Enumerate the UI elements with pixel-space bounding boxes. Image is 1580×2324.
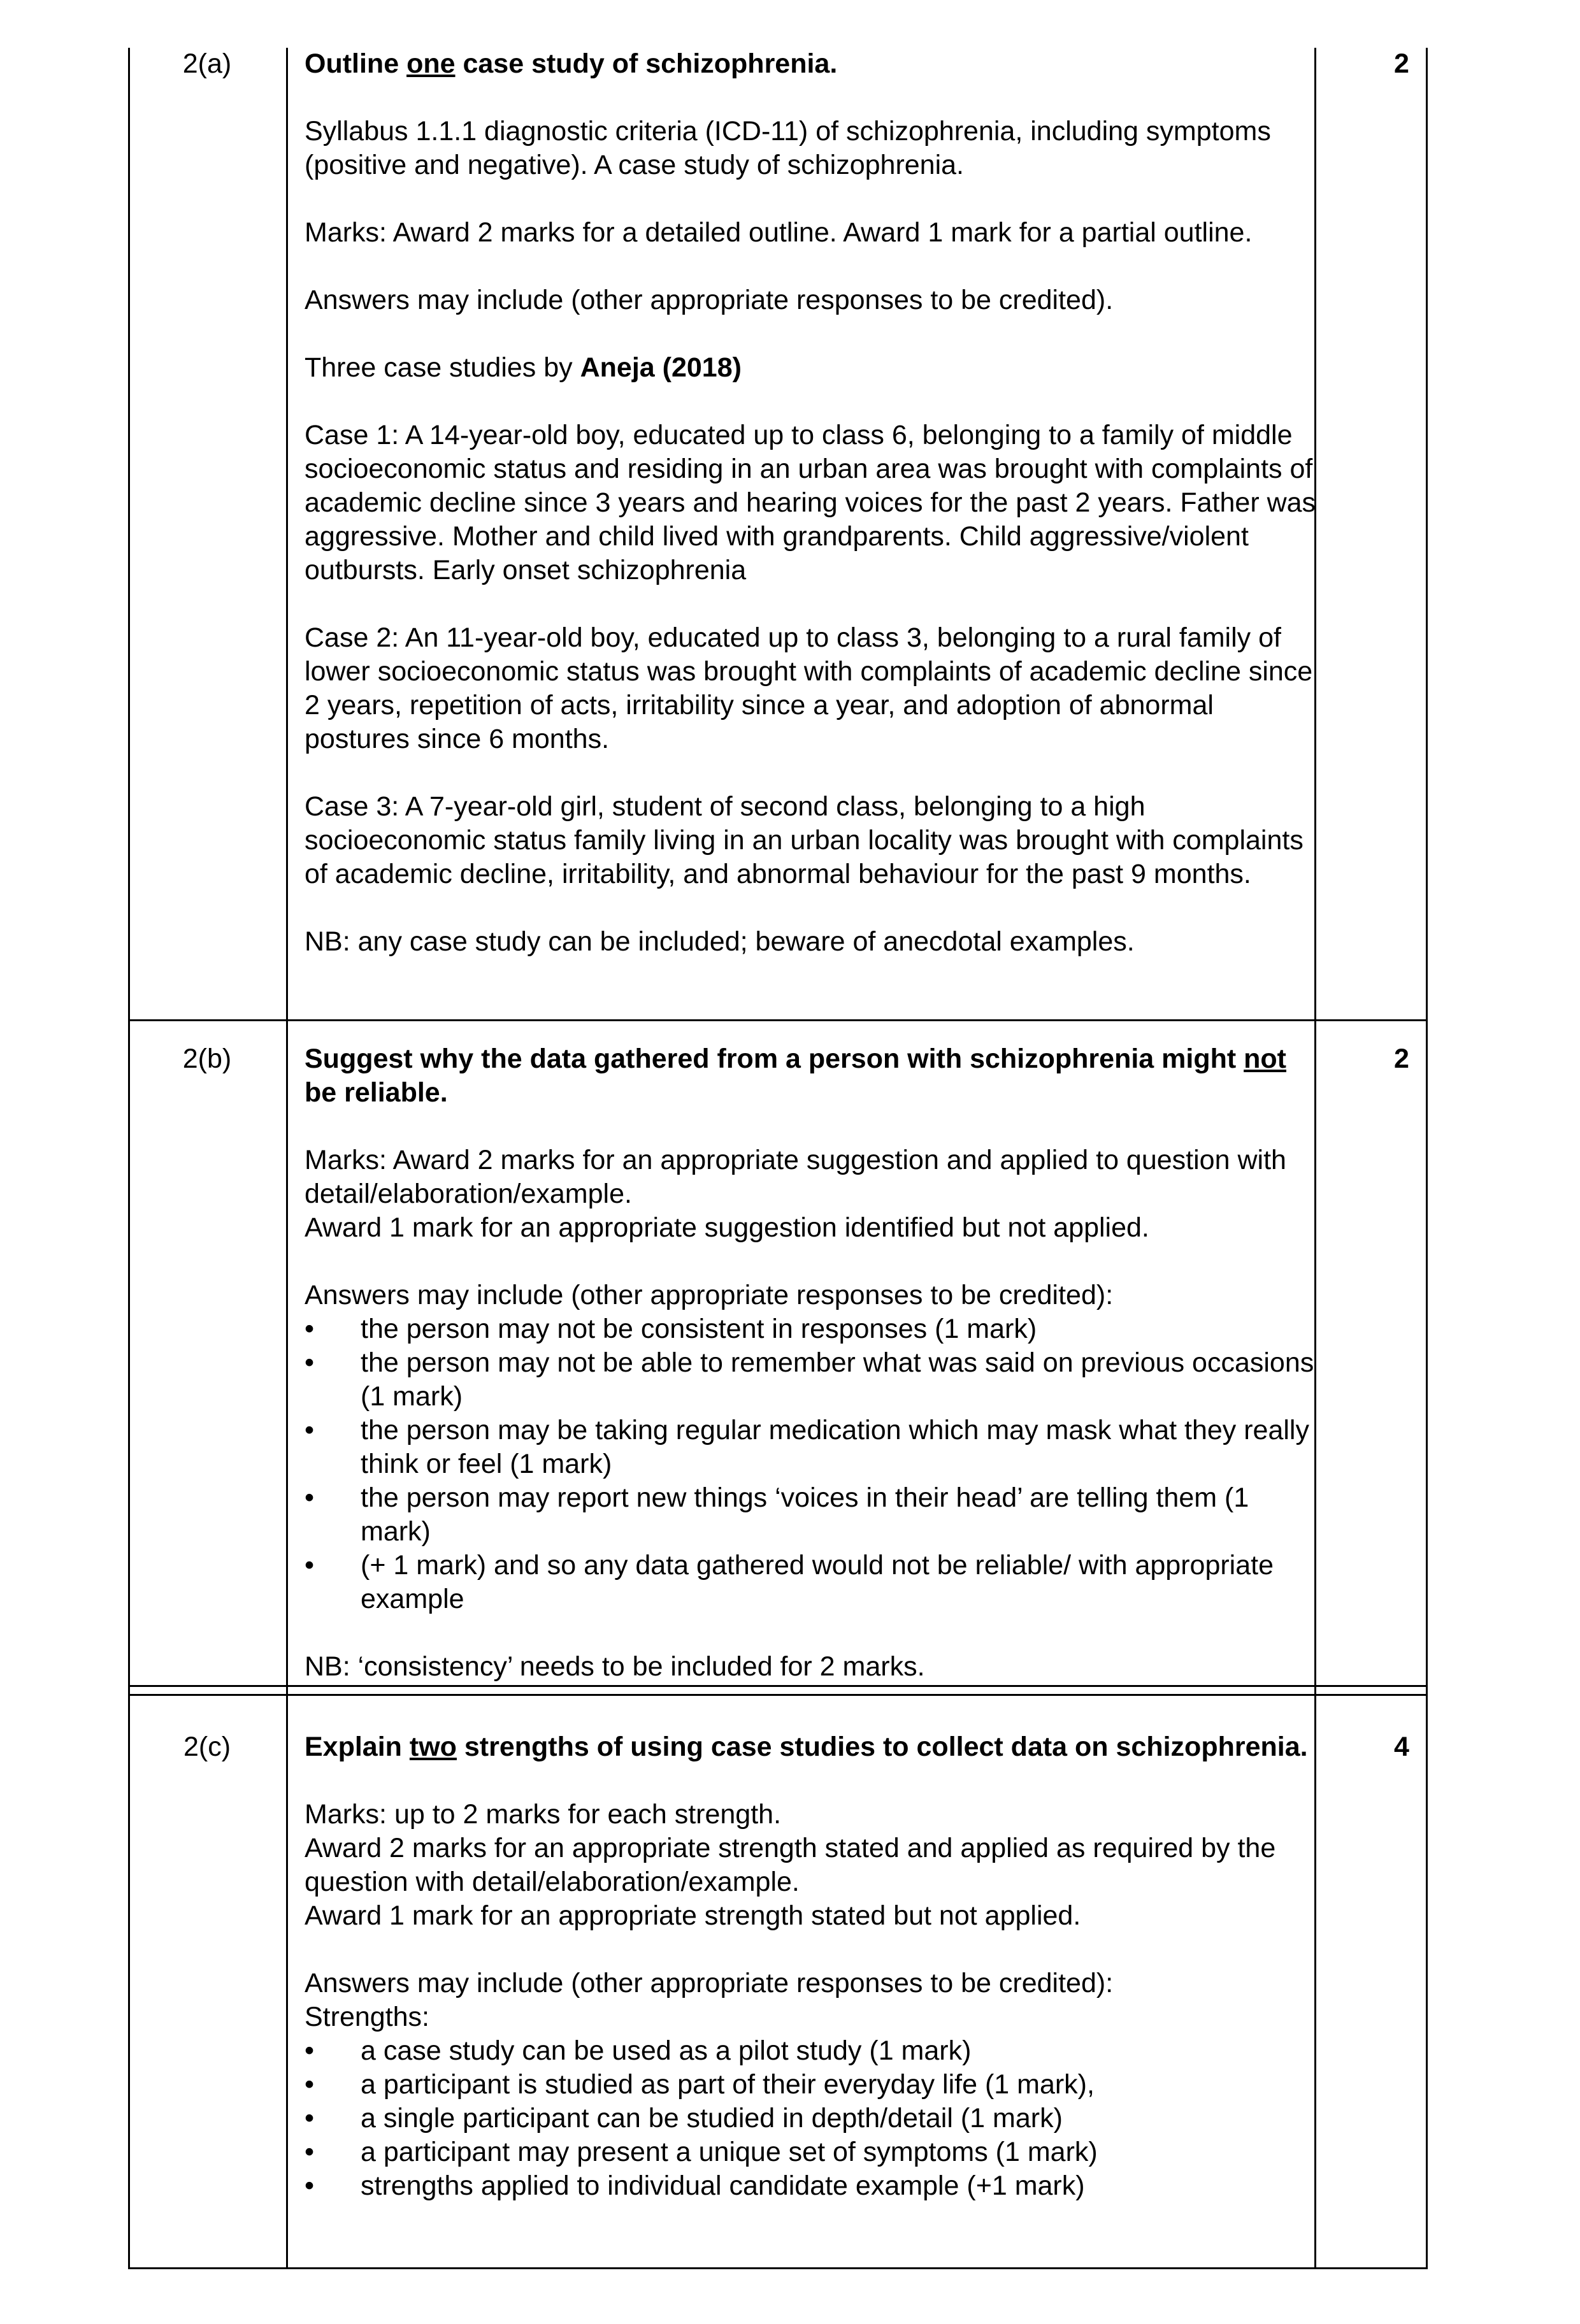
answer-list	[305, 1312, 1324, 1616]
list-item: • the person may be taking regular medication which may mask what they really think or feel (1 mark)	[305, 1414, 1324, 1481]
table-border-bottom	[128, 2267, 1428, 2269]
answer-list	[305, 2034, 1324, 2203]
row-divider-b-c-bottom	[128, 1694, 1428, 1696]
list-item: • (+ 1 mark) and so any data gathered would not be reliable/ with appropriate example	[305, 1549, 1324, 1616]
row-divider-b-c-top	[128, 1685, 1428, 1687]
question-2a-content	[305, 47, 1324, 959]
case-3-text: Case 3: A 7-year-old girl, student of second class, belonging to a high socioeconomic status family living in an urban locality was brought with complaints of academic decline, irritability, and abnormal behaviour for the past 9 months.	[305, 791, 1304, 889]
question-number: 2(c)	[183, 1732, 231, 1762]
mark-scheme-text: Marks: Award 2 marks for a detailed outline. Award 1 mark for a partial outline.	[305, 217, 1253, 248]
study-reference: Three case studies by Aneja (2018)	[305, 352, 742, 383]
question-2b-content	[305, 1042, 1324, 1684]
question-title: Outline one case study of schizophrenia.	[305, 48, 838, 79]
mark-scheme-text: Marks: Award 2 marks for an appropriate suggestion and applied to question with detail/elaboration/example.	[305, 1145, 1286, 1209]
mark-scheme-text: Award 1 mark for an appropriate suggestion identified but not applied.	[305, 1212, 1149, 1243]
question-marks: 2	[1394, 1044, 1409, 1074]
mark-scheme-text: Award 1 mark for an appropriate strength stated but not applied.	[305, 1900, 1081, 1931]
question-number: 2(a)	[182, 48, 232, 79]
case-2-text: Case 2: An 11-year-old boy, educated up to class 3, belonging to a rural family of lower socioeconomic status was brought with complaints of academic decline since 2 years, repetition of acts, irritability since a year, and adoption of abnormal postures since 6 months.	[305, 622, 1313, 754]
answers-intro: Answers may include (other appropriate responses to be credited).	[305, 285, 1114, 315]
list-item: • the person may not be able to remember what was said on previous occasions (1 mark)	[305, 1346, 1324, 1414]
table-border-left	[128, 48, 130, 2269]
answers-intro: Answers may include (other appropriate responses to be credited):	[305, 1280, 1114, 1310]
question-marks: 2	[1394, 48, 1409, 79]
mark-scheme-text: Marks: up to 2 marks for each strength.	[305, 1799, 782, 1830]
answers-intro: Answers may include (other appropriate responses to be credited):	[305, 1968, 1114, 1998]
question-number: 2(b)	[182, 1044, 232, 1074]
list-item: • a single participant can be studied in depth/detail (1 mark)	[305, 2102, 1324, 2135]
case-1-text: Case 1: A 14-year-old boy, educated up to class 6, belonging to a family of middle socioeconomic status and residing in an urban area was brought with complaints of academic decline since 3 years and hearing voices for the past 2 years. Father was aggressive. Mother and child lived with grandparents. Child aggressive/violent outbursts. Early onset schizophrenia	[305, 420, 1316, 585]
note-text: NB: ‘consistency’ needs to be included for 2 marks.	[305, 1651, 925, 1682]
list-item: • a participant is studied as part of their everyday life (1 mark),	[305, 2068, 1324, 2102]
list-item: • a case study can be used as a pilot study (1 mark)	[305, 2034, 1324, 2068]
list-item: • the person may not be consistent in responses (1 mark)	[305, 1312, 1324, 1346]
question-marks: 4	[1394, 1732, 1409, 1762]
question-2c-content	[305, 1730, 1324, 2203]
list-item: • the person may report new things ‘voices in their head’ are telling them (1 mark)	[305, 1481, 1324, 1549]
question-title: Explain two strengths of using case studies to collect data on schizophrenia.	[305, 1732, 1308, 1762]
question-title: Suggest why the data gathered from a person with schizophrenia might not be reliable.	[305, 1044, 1286, 1108]
table-divider-number	[286, 48, 288, 2269]
strengths-label: Strengths:	[305, 2002, 429, 2032]
table-border-right	[1426, 48, 1428, 2269]
note-text: NB: any case study can be included; beware of anecdotal examples.	[305, 926, 1135, 957]
list-item: • a participant may present a unique set of symptoms (1 mark)	[305, 2135, 1324, 2169]
syllabus-text: Syllabus 1.1.1 diagnostic criteria (ICD-11) of schizophrenia, including symptoms (positive and negative). A case study of schizophrenia.	[305, 116, 1271, 180]
list-item: • strengths applied to individual candidate example (+1 mark)	[305, 2169, 1324, 2203]
mark-scheme-text: Award 2 marks for an appropriate strength stated and applied as required by the question with detail/elaboration/example.	[305, 1833, 1276, 1897]
row-divider-a-b	[128, 1019, 1428, 1021]
